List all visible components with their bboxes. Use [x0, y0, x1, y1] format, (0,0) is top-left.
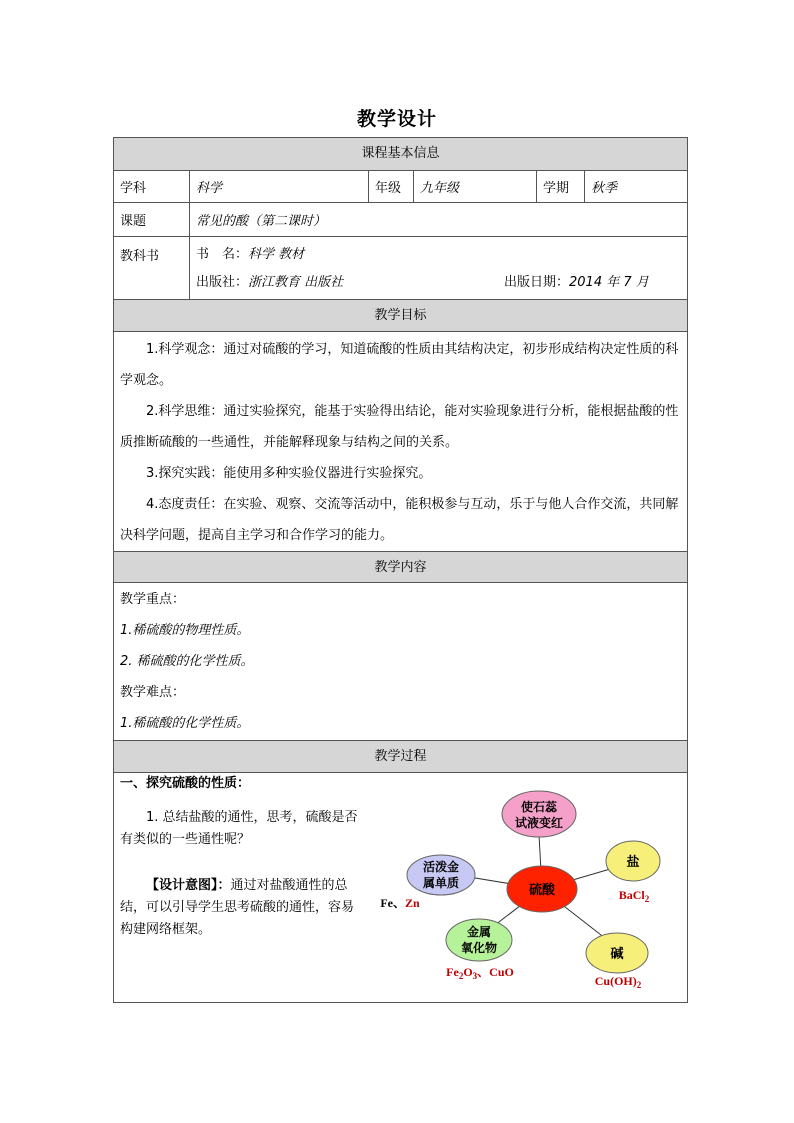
metal-example-zn: Zn [404, 896, 420, 910]
node-center-label: 硫酸 [528, 883, 556, 898]
content-body [114, 582, 687, 740]
node-salt-label: 盐 [626, 855, 640, 870]
node-base-label: 碱 [610, 947, 624, 962]
term-label: 学期 [536, 171, 584, 202]
publisher-label: 出版社： [196, 275, 249, 290]
topic-label: 课题 [120, 214, 147, 229]
basic-info-header [114, 138, 687, 170]
grade-value: 九年级 [413, 171, 536, 202]
goal-item: 4.态度责任：在实验、观察、交流等活动中，能积极参与互动，乐于与他人合作交流，共同解决科学问题，提高自主学习和合作学习的能力。 [120, 497, 679, 543]
basic-info-header-text: 课程基本信息 [361, 146, 440, 161]
content-header [114, 551, 687, 582]
process-section-title: 一、探究硫酸的性质： [120, 776, 251, 791]
metal-example-fe: Fe、 [380, 896, 405, 910]
node-indicator-line1: 使石蕊 [520, 800, 558, 814]
book-name-value: 科学 教材 [248, 247, 305, 262]
book-name-label: 书 名： [196, 247, 249, 262]
process-step-text: 1. 总结盐酸的通性，思考，硫酸是否有类似的一些通性呢？ [120, 810, 358, 847]
node-metal-line2: 属单质 [422, 876, 460, 890]
node-base-example: $Cu(OH)_2$ [594, 974, 642, 990]
node-oxide-line1: 金属 [466, 925, 492, 939]
content-header-text: 教学内容 [374, 560, 427, 575]
topic-row [114, 202, 687, 236]
goals-header [114, 299, 687, 331]
term-value: 秋季 [584, 171, 689, 202]
node-oxide-examples: $Fe_2O_3$、CuO [446, 965, 514, 981]
design-intent-text: 通过对盐酸通性的总结，可以引导学生思考硫酸的通性，容易构建网络框架。 [120, 878, 355, 937]
key-point-item: 1.稀硫酸的物理性质。 [120, 623, 250, 638]
process-body [114, 772, 687, 1002]
goal-item: 3.探究实践：能使用多种实验仪器进行实验探究。 [146, 466, 432, 481]
subject-row [114, 170, 687, 202]
page-title: 教学设计 [356, 108, 437, 130]
goals-body [114, 331, 687, 551]
difficulty-label: 教学难点： [120, 685, 186, 700]
node-indicator-line2: 试液变红 [514, 816, 564, 830]
lesson-plan-table [113, 137, 688, 1003]
textbook-row [114, 236, 687, 299]
sulfuric-acid-concept-map [372, 787, 688, 1003]
subject-value: 科学 [189, 171, 368, 202]
node-metal-examples [380, 896, 420, 910]
node-salt-example: BaCl$_2$ [618, 888, 650, 904]
goal-item: 2.科学思维：通过实验探究，能基于实验得出结论，能对实验现象进行分析，能根据盐酸的性质推断硫酸的一些通性，并能解释现象与结构之间的关系。 [120, 404, 679, 450]
goals-header-text: 教学目标 [374, 308, 427, 323]
topic-value: 常见的酸（第二课时） [189, 203, 687, 236]
textbook-info [189, 237, 687, 299]
process-header-text: 教学过程 [374, 749, 427, 764]
pubdate-label: 出版日期： [504, 275, 570, 290]
difficulty-item: 1.稀硫酸的化学性质。 [120, 716, 250, 731]
textbook-label: 教科书 [120, 249, 160, 264]
subject-label: 学科 [120, 181, 147, 196]
key-point-item: 2. 稀硫酸的化学性质。 [120, 654, 254, 669]
key-points-label: 教学重点： [120, 592, 186, 607]
design-intent-label: 【设计意图】： [146, 878, 231, 893]
design-intent [120, 875, 362, 941]
goal-item: 1.科学观念：通过对硫酸的学习，知道硫酸的性质由其结构决定，初步形成结构决定性质的科学观念。 [120, 342, 679, 388]
process-header [114, 740, 687, 772]
node-oxide-line2: 氧化物 [460, 941, 498, 955]
grade-label: 年级 [368, 171, 413, 202]
publisher-value: 浙江教育 出版社 [248, 275, 344, 290]
node-metal-line1: 活泼金 [422, 860, 460, 874]
pubdate-value: 2014 年 7 月 [569, 275, 649, 290]
node-indicator [502, 791, 576, 837]
